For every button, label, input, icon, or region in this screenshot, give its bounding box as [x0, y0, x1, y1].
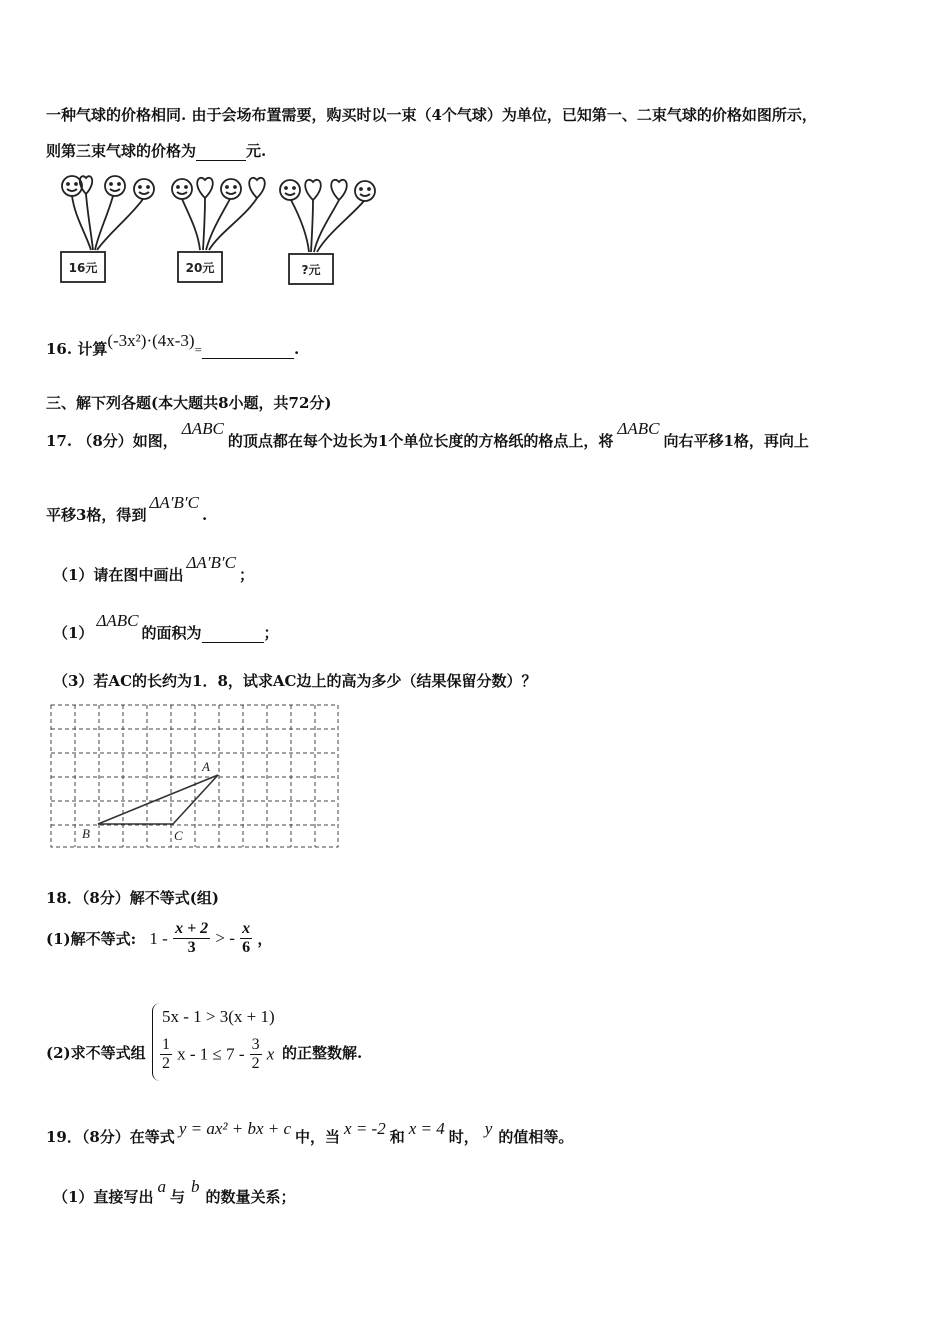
- p17-score: （8分）如图，: [77, 432, 178, 450]
- p17-q2-end: ；: [263, 624, 279, 642]
- p18-q1-num1: x + 2: [175, 920, 209, 937]
- p17-q2-pre: （1）: [53, 624, 94, 642]
- grid-label-c: C: [174, 828, 183, 843]
- p17-line2-pre: 平移3格，得到: [46, 506, 147, 524]
- p16-number: 16.: [46, 340, 73, 358]
- p19-y: y: [484, 1119, 493, 1138]
- p15-line1: 一种气球的价格相同. 由于会场布置需要，购买时以一束（4个气球）为单位，已知第一、二束气球的价格如图所示，: [46, 106, 817, 124]
- p17-text-b: 向右平移1格，再向上: [663, 432, 809, 450]
- p17-q2-post: 的面积为: [141, 624, 202, 642]
- p19-post: 的值相等。: [498, 1128, 574, 1146]
- p16-end: .: [293, 340, 300, 358]
- p16-expression: (-3x²)·(4x-3): [107, 331, 195, 350]
- p18-sys-frac1-num: 1: [162, 1036, 170, 1053]
- p18-sys-frac2-num: 3: [251, 1036, 260, 1053]
- triangle-abc-shape: [98, 775, 218, 824]
- p17-q1-pre: （1）请在图中画出: [53, 566, 184, 584]
- p18-sys-line1: 5x - 1 > 3(x + 1): [162, 1007, 275, 1026]
- p15-line2-post: 元.: [246, 142, 267, 160]
- p17-q3: （3）若AC的长约为1．8，试求AC边上的高为多少（结果保留分数）？: [53, 672, 537, 690]
- bundle-1-price: 16元: [68, 261, 98, 275]
- p17-triangle-abc-2: ΔABC: [617, 419, 660, 438]
- bundle-3-price: ?元: [301, 263, 321, 277]
- grid-figure: [50, 704, 340, 850]
- p17-text-a: 的顶点都在每个边长为1个单位长度的方格纸的格点上，将: [227, 432, 614, 450]
- p18-q1-lead: 1 -: [149, 928, 168, 948]
- p19-and: 和: [389, 1128, 405, 1146]
- p17-line2-post: .: [201, 506, 208, 524]
- p17-q1-post: ；: [238, 566, 254, 584]
- p17-line2: [46, 493, 208, 525]
- p15-line2-pre: 则第三束气球的价格为: [46, 142, 197, 160]
- p16-label: 计算: [77, 340, 108, 358]
- p18-sys-line2: [160, 1036, 274, 1073]
- p19-q1-post: 的数量关系；: [205, 1188, 296, 1206]
- p15-line2: [46, 140, 266, 161]
- p17-line1: [46, 419, 809, 451]
- p18-sys-frac2-den: 2: [251, 1055, 260, 1072]
- p18-q2-post: 的正整数解.: [282, 1044, 363, 1062]
- bundle-2-price: 20元: [185, 261, 215, 275]
- grid-label-b: B: [82, 826, 90, 841]
- p18-sys-frac2: [250, 1036, 262, 1073]
- p19-equation: y = ax² + bx + c: [178, 1119, 292, 1138]
- p18-q1: [46, 920, 272, 957]
- p18-q1-frac2: [240, 920, 252, 957]
- p18-q1-den2: 6: [242, 939, 251, 956]
- p18-q1-gt: > -: [215, 928, 235, 948]
- p17-q2-triangle: ΔABC: [96, 611, 139, 630]
- bundle-3: [280, 180, 375, 284]
- p19-q1: [53, 1177, 296, 1207]
- problem-16: [46, 331, 300, 359]
- p19-mid2: 时，: [448, 1128, 479, 1146]
- p16-equals: =: [194, 342, 202, 357]
- p19-x2: x = 4: [408, 1119, 445, 1138]
- p17-number: 17.: [46, 432, 73, 450]
- p19-q1-b: b: [190, 1177, 200, 1196]
- p16-answer-blank: [202, 340, 294, 359]
- p18-sys-frac1-den: 2: [162, 1055, 170, 1072]
- p17-q2-blank: [202, 624, 264, 643]
- p18-header: 18．（8分）解不等式(组): [46, 889, 220, 907]
- p19-x1: x = -2: [344, 1119, 386, 1138]
- p15-answer-blank: [196, 142, 246, 161]
- p18-q1-end: ，: [257, 930, 273, 948]
- p17-q1-triangle-prime: ΔA′B′C: [186, 553, 236, 572]
- p18-q2-label: (2)求不等式组: [46, 1044, 146, 1062]
- p17-q1: [53, 553, 254, 585]
- p19-q1-pre: （1）直接写出: [53, 1188, 154, 1206]
- p18-sys-frac1: [160, 1036, 172, 1073]
- p17-triangle-abc: ΔABC: [181, 419, 224, 438]
- grid-label-a: A: [202, 759, 210, 774]
- p18-q1-label: (1)解不等式:: [46, 930, 137, 948]
- p18-sys-mid: x - 1 ≤ 7 -: [177, 1044, 245, 1064]
- p17-q2: [53, 611, 279, 643]
- balloon-bundles-figure: [55, 172, 385, 294]
- p18-q1-frac1: [173, 920, 210, 957]
- p17-triangle-prime: ΔA′B′C: [149, 493, 199, 512]
- p19-mid1: 中，当: [295, 1128, 341, 1146]
- p19-q1-with: 与: [169, 1188, 185, 1206]
- p19-number: 19．（8分）在等式: [46, 1128, 175, 1146]
- p18-q1-den1: 3: [187, 939, 196, 956]
- p19-q1-a: a: [157, 1177, 166, 1196]
- p18-q1-num2: x: [242, 920, 251, 937]
- p18-sys-tail: x: [266, 1044, 275, 1064]
- p19-line1: [46, 1119, 574, 1147]
- section-3-heading: 三、解下列各题(本大题共8小题，共72分): [46, 394, 332, 412]
